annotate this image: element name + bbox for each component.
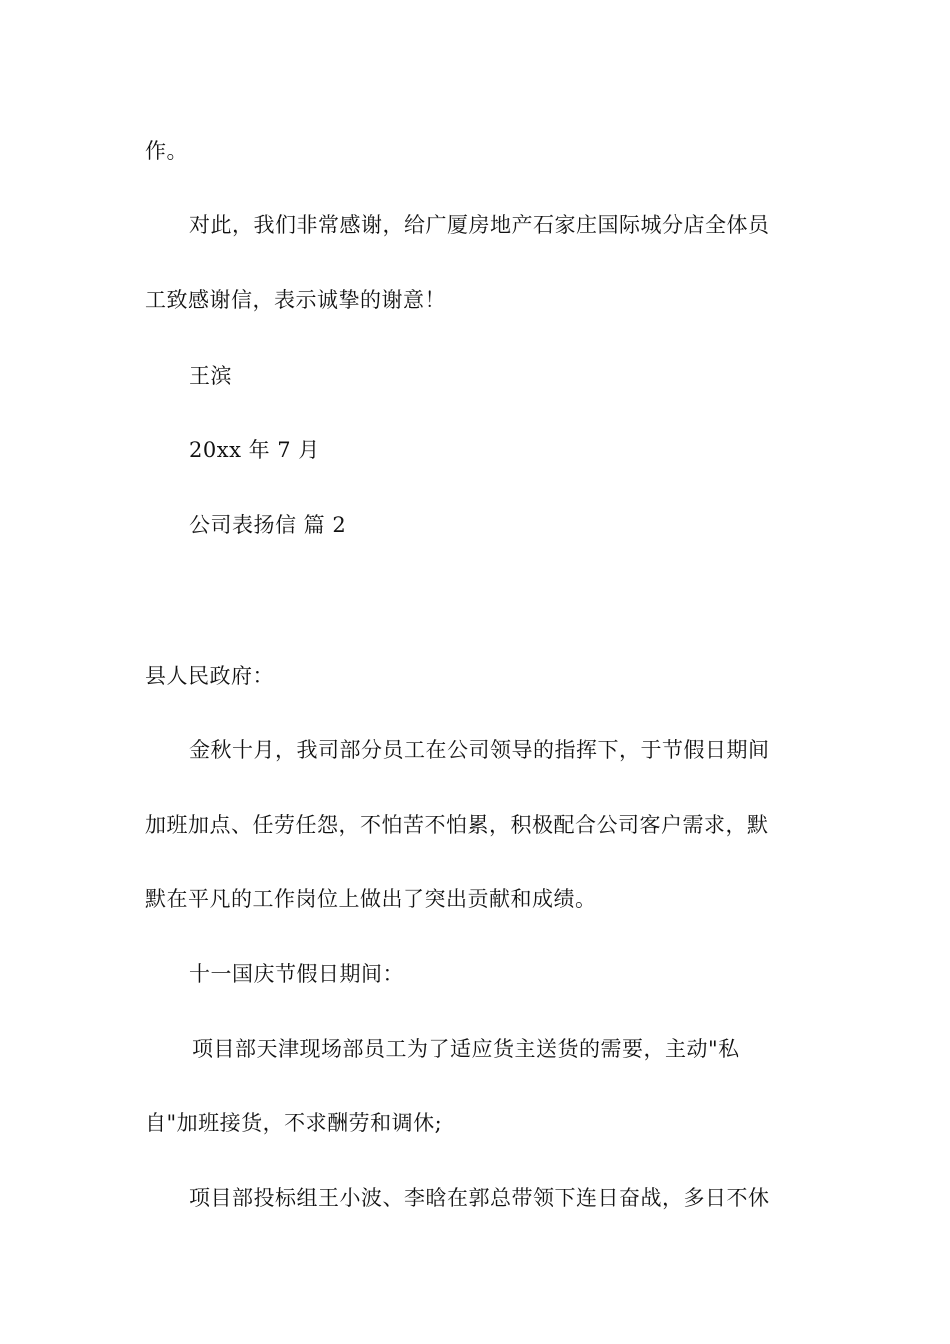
paragraph-line: 项目部投标组王小波、李晗在郭总带领下连日奋战，多日不休	[189, 1186, 770, 1210]
salutation: 县人民政府：	[145, 664, 274, 688]
text-line-thanks: 对此，我们非常感谢，给广厦房地产石家庄国际城分店全体员	[189, 213, 770, 237]
paragraph-line: 加班加点、任劳任怨，不怕苦不怕累，积极配合公司客户需求，默	[145, 813, 769, 837]
paragraph-line: 项目部天津现场部员工为了适应货主送货的需要，主动"私	[192, 1037, 740, 1061]
text-line-thanks-cont: 工致感谢信，表示诚挚的谢意！	[145, 288, 446, 312]
paragraph-line: 十一国庆节假日期间：	[189, 962, 404, 986]
section-heading: 公司表扬信 篇 2	[189, 513, 347, 537]
paragraph-line: 金秋十月，我司部分员工在公司领导的指挥下，于节假日期间	[189, 738, 770, 762]
signature-name: 王滨	[189, 364, 232, 388]
paragraph-line: 默在平凡的工作岗位上做出了突出贡献和成绩。	[145, 887, 597, 911]
text-line-continuation: 作。	[145, 139, 188, 163]
paragraph-line: 自"加班接货，不求酬劳和调休;	[145, 1111, 443, 1135]
signature-date: 20xx 年 7 月	[189, 438, 320, 462]
